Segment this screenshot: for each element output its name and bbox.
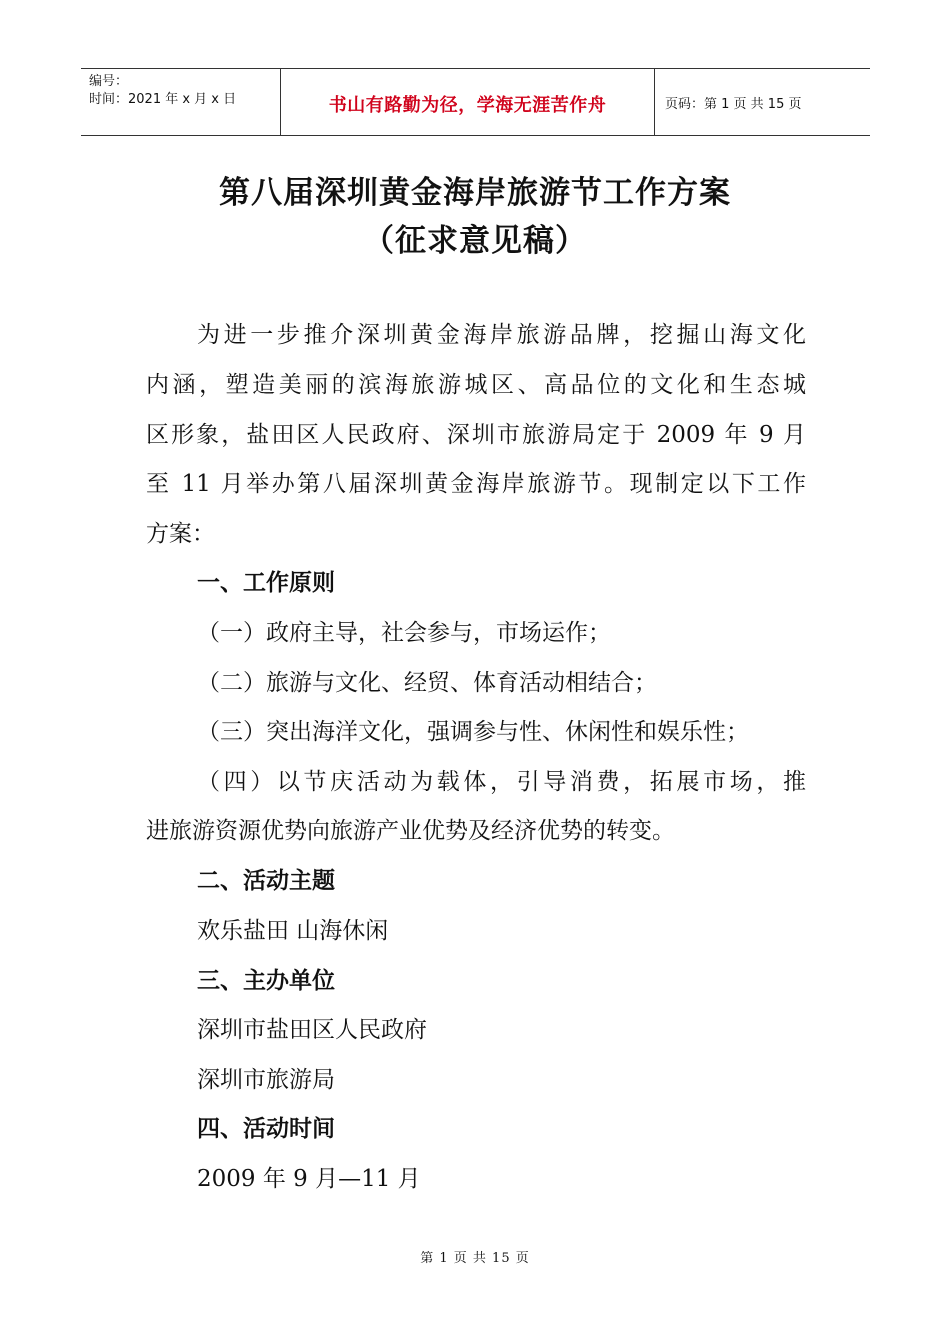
document-subtitle: （征求意见稿） [363, 223, 587, 259]
activity-time: 2009 年 9 月—11 月 [197, 1166, 421, 1192]
header-page-cell [655, 69, 870, 135]
page-footer: 第 1 页 共 15 页 [420, 1251, 530, 1266]
date-label: 时间：2021 年 x 月 x 日 [89, 92, 237, 107]
header-meta-cell [81, 69, 281, 135]
principle-item-4-cont: 进旅游资源优势向旅游产业优势及经济优势的转变。 [146, 818, 675, 844]
intro-line-5: 方案： [146, 521, 215, 547]
intro-line-1: 为进一步推介深圳黄金海岸旅游品牌，挖掘山海文化 [197, 322, 806, 348]
section-1-heading: 一、工作原则 [197, 570, 335, 596]
principle-item-2: （二）旅游与文化、经贸、体育活动相结合； [197, 670, 657, 696]
document-header-table [81, 68, 870, 136]
intro-line-2: 内涵，塑造美丽的滨海旅游城区、高品位的文化和生态城 [146, 372, 806, 398]
section-4-heading: 四、活动时间 [197, 1116, 335, 1142]
theme-text: 欢乐盐田 山海休闲 [197, 918, 389, 944]
principle-item-4: （四）以节庆活动为载体，引导消费，拓展市场，推 [197, 769, 806, 795]
page-info: 页码：第 1 页 共 15 页 [665, 96, 802, 112]
document-title: 第八届深圳黄金海岸旅游节工作方案 [219, 175, 731, 211]
section-2-heading: 二、活动主题 [197, 868, 335, 894]
number-label: 编号： [89, 74, 129, 89]
principle-item-1: （一）政府主导，社会参与，市场运作； [197, 620, 611, 646]
organizer-2: 深圳市旅游局 [197, 1067, 335, 1093]
header-motto-cell [281, 69, 655, 135]
motto-text: 书山有路勤为径，学海无涯苦作舟 [328, 95, 607, 116]
organizer-1: 深圳市盐田区人民政府 [197, 1017, 427, 1043]
intro-line-3: 区形象，盐田区人民政府、深圳市旅游局定于 2009 年 9 月 [146, 422, 806, 448]
intro-line-4: 至 11 月举办第八届深圳黄金海岸旅游节。现制定以下工作 [146, 471, 806, 497]
principle-item-3: （三）突出海洋文化，强调参与性、休闲性和娱乐性； [197, 719, 749, 745]
section-3-heading: 三、主办单位 [197, 968, 335, 994]
